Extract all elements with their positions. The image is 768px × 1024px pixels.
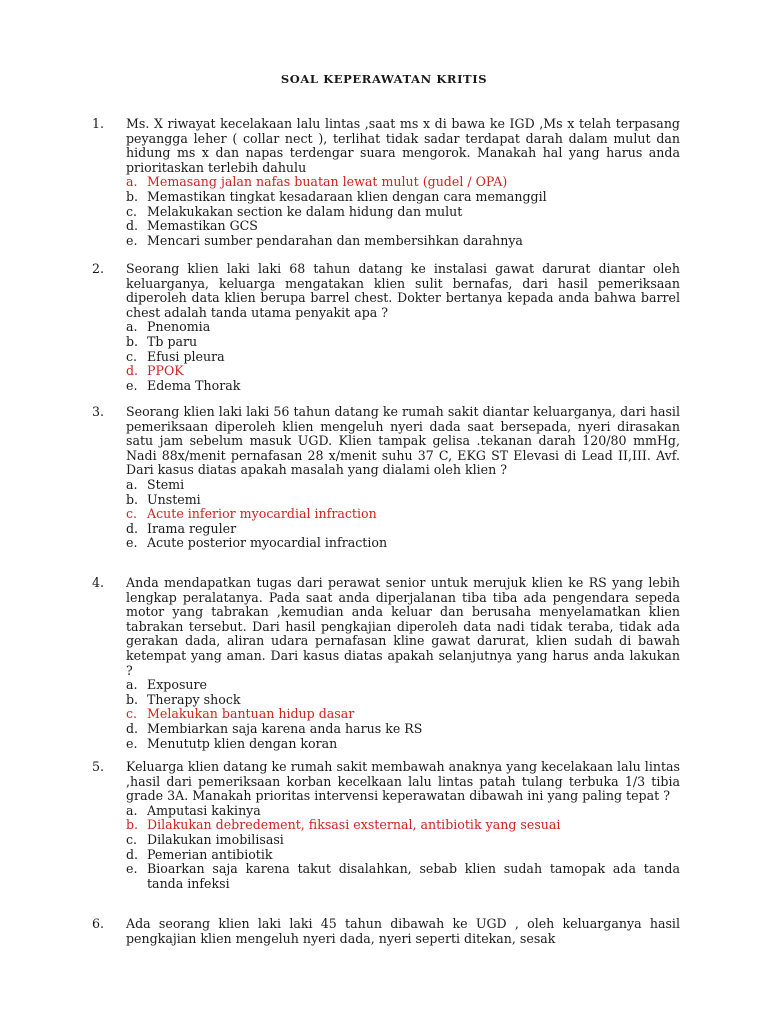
option-text: Acute posterior myocardial infraction [147,535,388,551]
answer-option [126,862,680,891]
option-letter: b. [126,188,139,204]
answer-options [92,320,680,393]
answer-options [92,478,680,551]
option-letter: d. [126,846,139,862]
answer-option [126,478,680,493]
answer-option-correct [126,364,680,379]
answer-option [126,350,680,365]
answer-option-correct [126,507,680,522]
question-4 [92,576,680,751]
option-text: Irama reguler [147,520,237,536]
answer-option [126,536,680,551]
answer-option-correct [126,818,680,833]
option-letter: a. [126,802,138,818]
option-letter: c. [126,506,138,522]
option-letter: e. [126,735,138,751]
answer-option [126,693,680,708]
option-text: Memastikan GCS [147,218,258,234]
answer-option [126,722,680,737]
option-letter: d. [126,720,139,736]
option-letter: b. [126,333,139,349]
option-text: Unstemi [147,491,201,507]
option-text: Melakukan bantuan hidup dasar [147,706,355,722]
question-number: 2. [92,261,105,276]
option-text: Bioarkan saja karena takut disalahkan, sebab klien sudah tamopak ada tanda tanda infeksi [147,861,680,891]
question-stem: Keluarga klien datang ke rumah sakit membawah anaknya yang kecelakaan lalu lintas ,hasil dari pemeriksaan korban kecelkaan lalu lintas patah tulang terbuka 1/3 tibia grade 3A. Manakah prioritas intervensi keperawatan dibawah ini yang paling tepat ? [126,759,680,804]
question-stem: Ms. X riwayat kecelakaan lalu lintas ,saat ms x di bawa ke IGD ,Ms x telah terpasang peyangga leher ( collar nect ), terlihat tidak sadar terdapat darah dalam mulut dan hidung ms x dan napas terdengar suara mengorok. Manakah hal yang harus anda prioritaskan terlebih dahulu [126,116,680,175]
question-number: 1. [92,116,105,131]
answer-option-correct [126,707,680,722]
question-number: 6. [92,916,105,931]
option-letter: e. [126,377,138,393]
option-text: Melakukakan section ke dalam hidung dan mulut [147,203,463,219]
question-number: 4. [92,575,105,590]
answer-option [126,848,680,863]
option-letter: a. [126,174,138,190]
answer-option [126,320,680,335]
answer-option [126,804,680,819]
question-stem: Seorang klien laki laki 56 tahun datang ke rumah sakit diantar keluarganya, dari hasil pemeriksaan diperoleh klien mengeluh nyeri dada saat bersepada, nyeri dirasakan satu jam sebelum masuk UGD. Klien tampak gelisa .tekanan darah 120/80 mmHg, Nadi 88x/menit pernafasan 28 x/menit suhu 37 C, EKG ST Elevasi di Lead II,III. Avf. Dari kasus diatas apakah masalah yang dialami oleh klien ? [126,404,680,478]
option-text: Exposure [147,677,207,693]
answer-option [126,678,680,693]
option-letter: c. [126,203,138,219]
document-title: SOAL KEPERAWATAN KRITIS [280,72,488,86]
question-1 [92,117,680,248]
option-text: Tb paru [147,333,198,349]
option-text: Menututp klien dengan koran [147,735,338,751]
answer-option [126,190,680,205]
option-text: Memastikan tingkat kesadaraan klien dengan cara memanggil [147,188,547,204]
option-letter: c. [126,706,138,722]
option-text: Amputasi kakinya [147,802,261,818]
answer-option [126,219,680,234]
option-text: Dilakukan debredement, fiksasi exsternal, antibiotik yang sesuai [147,817,561,833]
answer-option [126,379,680,394]
option-letter: e. [126,861,138,877]
option-letter: b. [126,691,139,707]
option-letter: a. [126,677,138,693]
option-text: Mencari sumber pendarahan dan membersihkan darahnya [147,232,523,248]
option-text: Memasang jalan nafas buatan lewat mulut (gudel / OPA) [147,174,508,190]
question-stem: Anda mendapatkan tugas dari perawat senior untuk merujuk klien ke RS yang lebih lengkap peralatanya. Pada saat anda diperjalanan tiba tiba ada pengendara sepeda motor yang tabrakan ,kemudian anda keluar dan berusaha menyelamatkan klien tabrakan tersebut. Dari hasil pengkajian diperoleh data nadi tidak teraba, tidak ada gerakan dada, aliran udara pernafasan kline gawat darurat, klien sudah di bawah ketempat yang aman. Dari kasus diatas apakah selanjutnya yang harus anda lakukan ? [126,575,680,678]
answer-option [126,737,680,752]
option-letter: c. [126,831,138,847]
answer-option [126,205,680,220]
option-text: Stemi [147,476,185,492]
question-stem: Ada seorang klien laki laki 45 tahun dibawah ke UGD , oleh keluarganya hasil pengkajian klien mengeluh nyeri dada, nyeri seperti ditekan, sesak [126,916,680,946]
answer-option [126,833,680,848]
option-letter: d. [126,520,139,536]
option-letter: b. [126,817,139,833]
option-letter: b. [126,491,139,507]
answer-options [92,804,680,892]
option-text: Efusi pleura [147,348,225,364]
option-text: Pnenomia [147,319,211,335]
option-letter: d. [126,363,139,379]
option-text: Edema Thorak [147,377,241,393]
answer-option [126,335,680,350]
question-2 [92,262,680,393]
option-letter: e. [126,232,138,248]
question-number: 5. [92,759,105,774]
option-letter: a. [126,476,138,492]
option-text: Acute inferior myocardial infraction [147,506,377,522]
option-text: Pemerian antibiotik [147,846,273,862]
option-text: Therapy shock [147,691,241,707]
option-letter: a. [126,319,138,335]
question-6 [92,917,680,946]
answer-options [92,175,680,248]
option-letter: c. [126,348,138,364]
answer-option [126,493,680,508]
option-text: PPOK [147,363,184,379]
answer-option [126,522,680,537]
option-letter: e. [126,535,138,551]
option-text: Membiarkan saja karena anda harus ke RS [147,720,423,736]
question-stem: Seorang klien laki laki 68 tahun datang ke instalasi gawat darurat diantar oleh keluarganya, keluarga mengatakan klien sulit bernafas, dari hasil pemeriksaan diperoleh data klien berupa barrel chest. Dokter bertanya kepada anda bahwa barrel chest adalah tanda utama penyakit apa ? [126,261,680,320]
option-text: Dilakukan imobilisasi [147,831,284,847]
answer-option-correct [126,175,680,190]
question-number: 3. [92,404,105,419]
answer-option [126,234,680,249]
question-3 [92,405,680,551]
answer-options [92,678,680,751]
option-letter: d. [126,218,139,234]
question-5 [92,760,680,891]
